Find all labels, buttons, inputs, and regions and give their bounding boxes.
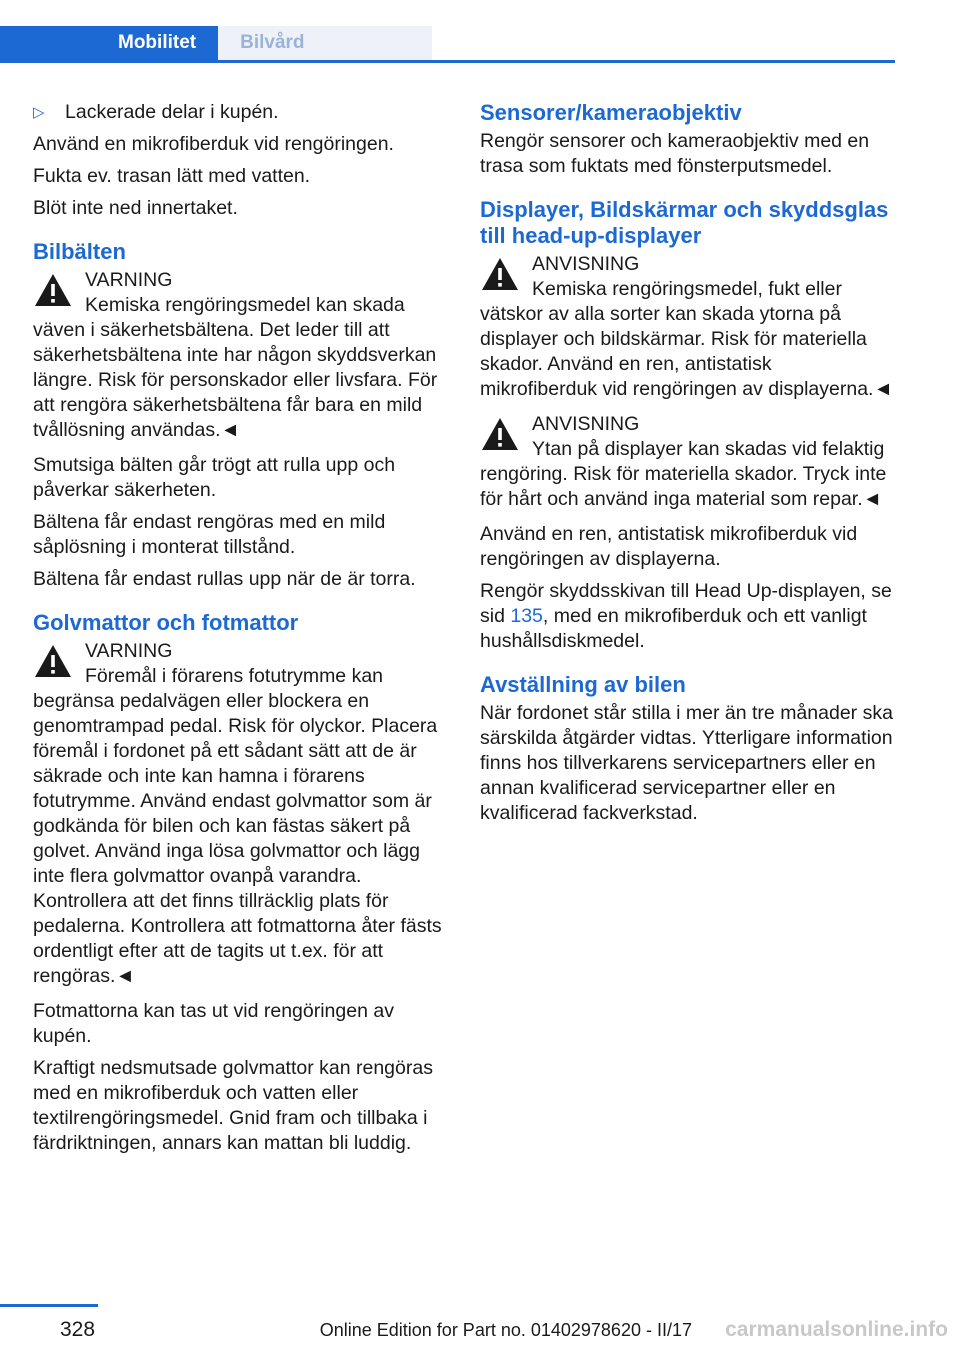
paragraph: När fordonet står stilla i mer än tre månader ska särskilda åtgärder vidtas. Ytterligare information finns hos tillverkarens servicepartners eller en annan kvalificerad servicepartner eller en kvalificerad fackverkstad. — [480, 702, 893, 824]
page-reference-link[interactable]: 135 — [510, 605, 543, 627]
paragraph: Fotmattorna kan tas ut vid rengöringen av kupén. — [33, 1000, 394, 1047]
warning-triangle-icon — [33, 272, 73, 308]
notice-label: ANVISNING — [532, 413, 640, 435]
warning-triangle-icon — [33, 643, 73, 679]
watermark: carmanualsonline.info — [725, 1318, 948, 1341]
paragraph: Fukta ev. trasan lätt med vatten. — [33, 165, 311, 187]
warning-text: Föremål i förarens fotutrymme kan begränsa pedalvägen eller blockera en genomtrampad pedal. Risk för olyckor. Placera föremål i fordonet på ett sådant sätt att de är säkrade och inte kan hamna i förarens fotutrymme. Använd endast golvmattor som är godkända för bilen och kan fästas säkert på golvet. Använd inga lösa golvmattor och lägg inte flera golvmattor ovanpå varandra. Kontrollera att det finns tillräcklig plats för pedalerna. Kontrollera att fotmattorna åter fästs ordentligt efter att de tagits ut t.ex. för att rengöras.◄ — [33, 665, 442, 987]
section-heading-mats: Golvmattor och fotmattor — [33, 610, 299, 635]
tab-mobilitet[interactable]: Mobilitet — [0, 26, 218, 60]
section-heading-belts: Bilbälten — [33, 239, 126, 264]
paragraph: Kraftigt nedsmutsade golvmattor kan rengöras med en mikrofiberduk och vatten eller textilrengöringsmedel. Gnid fram och tillbaka i färdriktningen, annars kan mattan bli luddig. — [33, 1057, 433, 1154]
warning-label: VARNING — [85, 640, 173, 662]
warning-label: VARNING — [85, 269, 173, 291]
header-divider — [0, 60, 895, 63]
triangle-bullet-icon: ▷ — [33, 104, 45, 121]
paragraph-text: , med en mikrofiberduk och ett vanligt hushållsdiskmedel. — [480, 605, 867, 652]
paragraph: Blöt inte ned innertaket. — [33, 197, 238, 219]
warning-block — [33, 268, 447, 443]
paragraph: Använd en mikrofiberduk vid rengöringen. — [33, 133, 394, 155]
header-tabs — [0, 26, 432, 60]
warning-block — [33, 639, 447, 989]
warning-triangle-icon — [480, 416, 520, 452]
left-column — [33, 100, 447, 1163]
notice-label: ANVISNING — [532, 253, 640, 275]
warning-triangle-icon — [480, 256, 520, 292]
paragraph: Bältena får endast rengöras med en mild såplösning i monterat tillstånd. — [33, 511, 386, 558]
notice-text: Ytan på displayer kan skadas vid felaktig rengöring. Risk för materiella skador. Tryck inte för hårt och använd inga material som repar.◄ — [480, 438, 887, 510]
notice-block — [480, 252, 894, 402]
paragraph — [480, 579, 894, 654]
section-heading-storage: Avställning av bilen — [480, 672, 686, 697]
section-heading-sensors: Sensorer/kameraobjektiv — [480, 100, 742, 125]
paragraph: Rengör sensorer och kameraobjektiv med en trasa som fuktats med fönsterputsmedel. — [480, 130, 870, 177]
paragraph: Smutsiga bälten går trögt att rulla upp och påverkar säkerheten. — [33, 454, 396, 501]
paragraph-text: Rengör skyddsskivan till Head Up-displayen, se sid — [480, 580, 892, 627]
section-heading-displays: Displayer, Bildskärmar och skyddsglas till head-up-displayer — [480, 197, 889, 248]
notice-text: Kemiska rengöringsmedel, fukt eller vätskor av alla sorter kan skada ytorna på displayer och bildskärmar. Risk för materiella skador. Använd en ren, antistatisk mikrofiberduk vid rengöringen av displayerna.◄ — [480, 278, 893, 400]
page-number: 328 — [60, 1318, 96, 1341]
edition-note: Online Edition for Part no. 01402978620 - II/17 — [319, 1320, 692, 1340]
footer-divider — [0, 1304, 98, 1307]
paragraph: Använd en ren, antistatisk mikrofiberduk vid rengöringen av displayerna. — [480, 523, 858, 570]
page-header — [0, 0, 895, 63]
tab-bilvard[interactable]: Bilvård — [218, 26, 432, 60]
right-column — [480, 100, 894, 833]
list-item — [33, 100, 447, 125]
notice-block — [480, 412, 894, 512]
bullet-text: Lackerade delar i kupén. — [65, 101, 279, 123]
warning-text: Kemiska rengöringsmedel kan skada väven i säkerhetsbältena. Det leder till att säkerhetsbältena inte har någon skyddsverkan längre. Risk för personskador eller livsfara. För att rengöra säkerhetsbältena får bara en mild tvållösning användas.◄ — [33, 294, 438, 441]
paragraph: Bältena får endast rullas upp när de är torra. — [33, 568, 416, 590]
